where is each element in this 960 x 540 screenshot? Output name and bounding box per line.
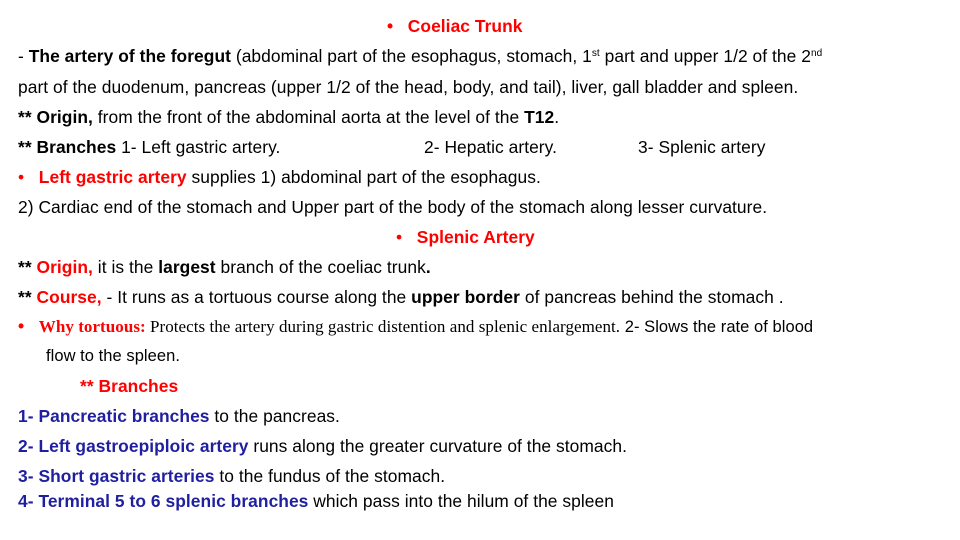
course-label: Course,	[36, 287, 102, 307]
branches-item-2: 2- Hepatic artery.	[424, 137, 557, 157]
tortuous-line-2: flow to the spleen.	[46, 347, 180, 365]
splenic-origin-line: ** Origin, it is the largest branch of the coeliac trunk.	[18, 257, 431, 277]
heading-splenic-artery	[396, 226, 535, 248]
origin-line: ** Origin, from the front of the abdominal aorta at the level of the T12.	[18, 107, 560, 127]
left-gastric-line-1: • Left gastric artery supplies 1) abdominal part of the esophagus.	[18, 167, 541, 187]
bullet-icon: •	[18, 167, 25, 187]
tortuous-line-1: • Why tortuous: Protects the artery during gastric distention and splenic enlargement. 2- Slows the rate of blood	[18, 316, 814, 336]
splenic-heading-title: Splenic Artery	[416, 227, 535, 247]
heading-title: Coeliac Trunk	[407, 16, 523, 36]
bullet-icon: •	[18, 316, 25, 336]
splenic-branch-item: 2- Left gastroepiploic artery runs along the greater curvature of the stomach.	[18, 436, 627, 456]
foregut-bold: The artery of the foregut	[28, 46, 231, 66]
left-gastric-line-2: 2) Cardiac end of the stomach and Upper part of the body of the stomach along lesser curvature.	[18, 197, 768, 217]
splenic-origin-label: Origin,	[36, 257, 93, 277]
left-gastric-label: Left gastric artery	[38, 167, 187, 187]
bullet-icon: •	[387, 16, 394, 36]
splenic-branch-item: 4- Terminal 5 to 6 splenic branches which pass into the hilum of the spleen	[18, 491, 614, 511]
branches-label: ** Branches	[18, 137, 117, 157]
foregut-line-1: - The artery of the foregut (abdominal part of the esophagus, stomach, 1st part and upper 1/2 of the 2nd	[18, 46, 823, 66]
bullet-icon: •	[396, 227, 403, 247]
branches-line: ** Branches 1- Left gastric artery.	[18, 137, 281, 157]
splenic-branch-item: 1- Pancreatic branches to the pancreas.	[18, 406, 340, 426]
tortuous-label: Why tortuous:	[38, 317, 146, 336]
course-line: ** Course, - It runs as a tortuous course along the upper border of pancreas behind the stomach .	[18, 287, 784, 307]
foregut-line-2: part of the duodenum, pancreas (upper 1/2 of the head, body, and tail), liver, gall bladder and spleen.	[18, 77, 799, 97]
origin-level: T12	[524, 107, 555, 127]
branches-item-3: 3- Splenic artery	[638, 137, 766, 157]
splenic-branches-label: ** Branches	[80, 376, 179, 396]
heading-coeliac-trunk	[387, 15, 523, 37]
splenic-branch-item: 3- Short gastric arteries to the fundus of the stomach.	[18, 466, 446, 486]
origin-label: Origin,	[36, 107, 93, 127]
